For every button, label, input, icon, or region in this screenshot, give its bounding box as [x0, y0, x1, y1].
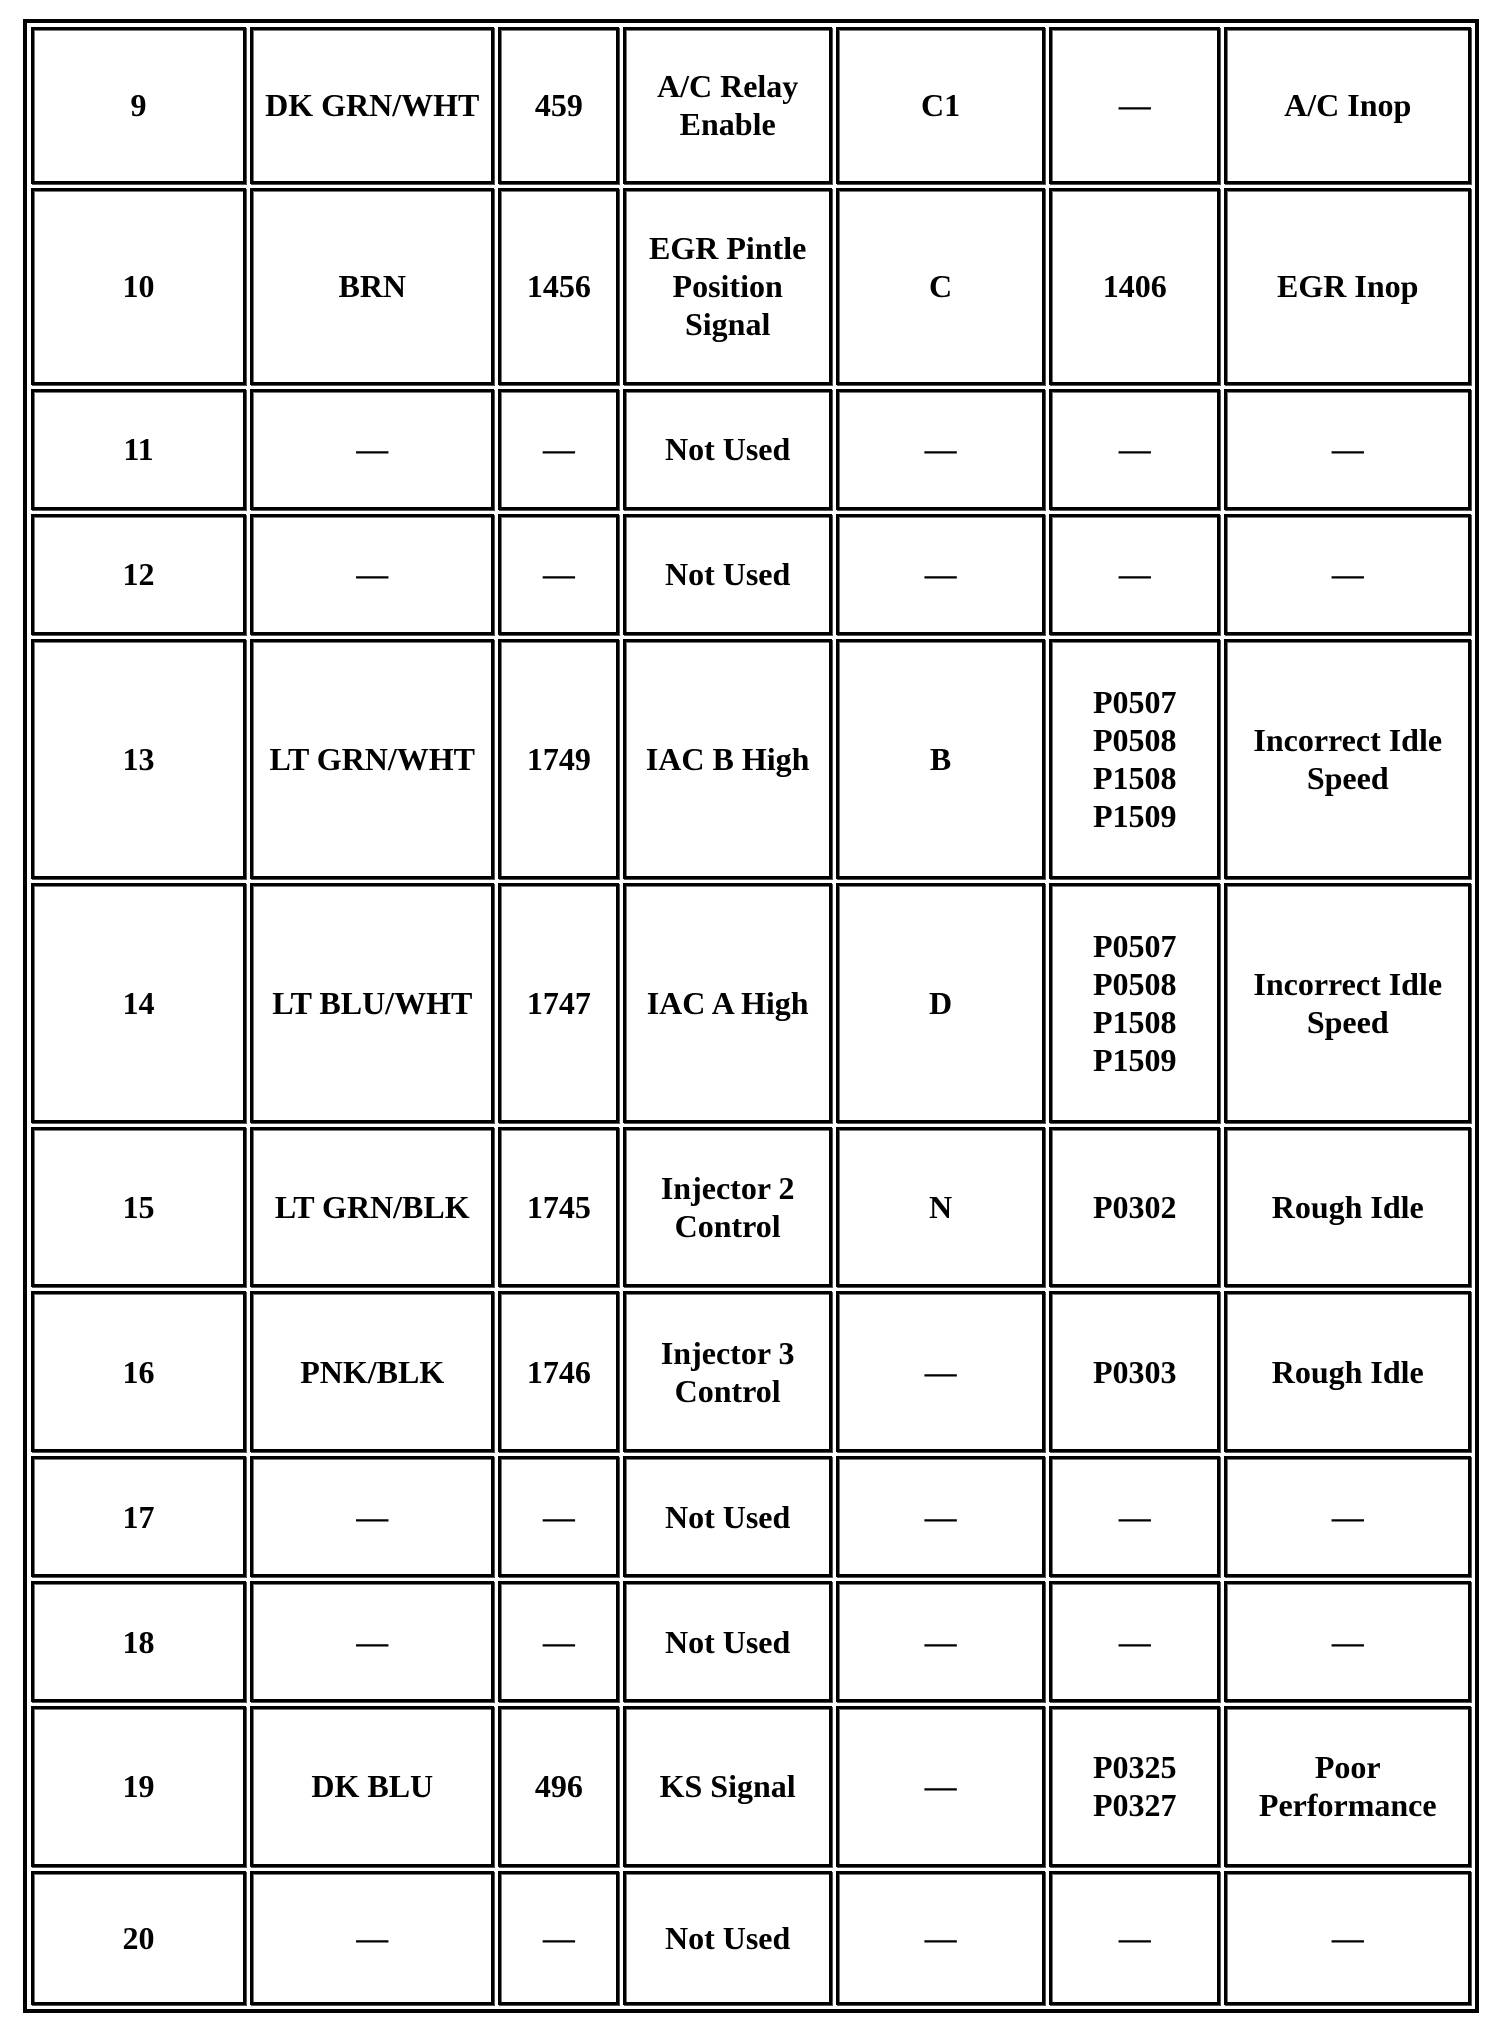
symptom-cell: — [1224, 514, 1471, 635]
connector-cell: — [836, 1581, 1045, 1702]
symptom-cell: Incorrect Idle Speed [1224, 883, 1471, 1123]
circuit-number-cell: 1456 [498, 188, 619, 385]
connector-cell: — [836, 1871, 1045, 2005]
circuit-number-cell: — [498, 1871, 619, 2005]
function-cell: Not Used [623, 514, 832, 635]
table-row [31, 188, 1471, 385]
function-cell: Not Used [623, 389, 832, 510]
connector-cell: — [836, 1706, 1045, 1867]
symptom-cell: — [1224, 1871, 1471, 2005]
symptom-cell: Rough Idle [1224, 1291, 1471, 1452]
symptom-cell: A/C Inop [1224, 27, 1471, 184]
table-row [31, 27, 1471, 184]
symptom-cell: Poor Performance [1224, 1706, 1471, 1867]
dtc-cell: — [1049, 389, 1220, 510]
circuit-number-cell: — [498, 1581, 619, 1702]
table-row [31, 639, 1471, 879]
function-cell: IAC A High [623, 883, 832, 1123]
connector-cell: — [836, 1291, 1045, 1452]
function-cell: Not Used [623, 1581, 832, 1702]
function-cell: Injector 3 Control [623, 1291, 832, 1452]
dtc-cell: — [1049, 27, 1220, 184]
wire-color-cell: — [250, 514, 494, 635]
pin-number-cell: 17 [31, 1456, 246, 1577]
pinout-table [27, 23, 1475, 2009]
connector-cell: — [836, 389, 1045, 510]
function-cell: A/C Relay Enable [623, 27, 832, 184]
connector-cell: — [836, 514, 1045, 635]
circuit-number-cell: — [498, 514, 619, 635]
pin-number-cell: 20 [31, 1871, 246, 2005]
pin-number-cell: 10 [31, 188, 246, 385]
symptom-cell: EGR Inop [1224, 188, 1471, 385]
wire-color-cell: — [250, 1871, 494, 2005]
circuit-number-cell: 1747 [498, 883, 619, 1123]
connector-cell: B [836, 639, 1045, 879]
dtc-cell: — [1049, 514, 1220, 635]
wire-color-cell: PNK/BLK [250, 1291, 494, 1452]
pin-number-cell: 12 [31, 514, 246, 635]
dtc-cell: P0507 P0508 P1508 P1509 [1049, 639, 1220, 879]
table-row [31, 389, 1471, 510]
wire-color-cell: LT BLU/WHT [250, 883, 494, 1123]
wire-color-cell: — [250, 1581, 494, 1702]
pin-number-cell: 19 [31, 1706, 246, 1867]
circuit-number-cell: 459 [498, 27, 619, 184]
wire-color-cell: LT GRN/WHT [250, 639, 494, 879]
wire-color-cell: DK GRN/WHT [250, 27, 494, 184]
wire-color-cell: — [250, 1456, 494, 1577]
pin-number-cell: 15 [31, 1127, 246, 1288]
pin-number-cell: 16 [31, 1291, 246, 1452]
symptom-cell: — [1224, 389, 1471, 510]
table-row [31, 1581, 1471, 1702]
dtc-cell: — [1049, 1456, 1220, 1577]
dtc-cell: — [1049, 1871, 1220, 2005]
pin-number-cell: 9 [31, 27, 246, 184]
symptom-cell: Rough Idle [1224, 1127, 1471, 1288]
function-cell: Not Used [623, 1456, 832, 1577]
table-row [31, 514, 1471, 635]
connector-cell: — [836, 1456, 1045, 1577]
function-cell: KS Signal [623, 1706, 832, 1867]
circuit-number-cell: 496 [498, 1706, 619, 1867]
connector-cell: D [836, 883, 1045, 1123]
symptom-cell: — [1224, 1581, 1471, 1702]
circuit-number-cell: 1746 [498, 1291, 619, 1452]
table-row [31, 1706, 1471, 1867]
dtc-cell: P0507 P0508 P1508 P1509 [1049, 883, 1220, 1123]
dtc-cell: 1406 [1049, 188, 1220, 385]
pin-number-cell: 11 [31, 389, 246, 510]
wire-color-cell: DK BLU [250, 1706, 494, 1867]
function-cell: Injector 2 Control [623, 1127, 832, 1288]
pin-number-cell: 14 [31, 883, 246, 1123]
function-cell: IAC B High [623, 639, 832, 879]
circuit-number-cell: — [498, 389, 619, 510]
table-row [31, 883, 1471, 1123]
connector-cell: C [836, 188, 1045, 385]
dtc-cell: P0302 [1049, 1127, 1220, 1288]
wire-color-cell: BRN [250, 188, 494, 385]
pin-number-cell: 13 [31, 639, 246, 879]
function-cell: Not Used [623, 1871, 832, 2005]
dtc-cell: — [1049, 1581, 1220, 1702]
dtc-cell: P0325 P0327 [1049, 1706, 1220, 1867]
connector-cell: C1 [836, 27, 1045, 184]
wire-color-cell: LT GRN/BLK [250, 1127, 494, 1288]
table-row [31, 1871, 1471, 2005]
circuit-number-cell: 1749 [498, 639, 619, 879]
table-row [31, 1456, 1471, 1577]
dtc-cell: P0303 [1049, 1291, 1220, 1452]
symptom-cell: Incorrect Idle Speed [1224, 639, 1471, 879]
circuit-number-cell: 1745 [498, 1127, 619, 1288]
table-row [31, 1291, 1471, 1452]
wire-color-cell: — [250, 389, 494, 510]
table-row [31, 1127, 1471, 1288]
circuit-number-cell: — [498, 1456, 619, 1577]
pin-number-cell: 18 [31, 1581, 246, 1702]
function-cell: EGR Pintle Position Signal [623, 188, 832, 385]
connector-cell: N [836, 1127, 1045, 1288]
pinout-table-frame [23, 19, 1479, 2013]
symptom-cell: — [1224, 1456, 1471, 1577]
